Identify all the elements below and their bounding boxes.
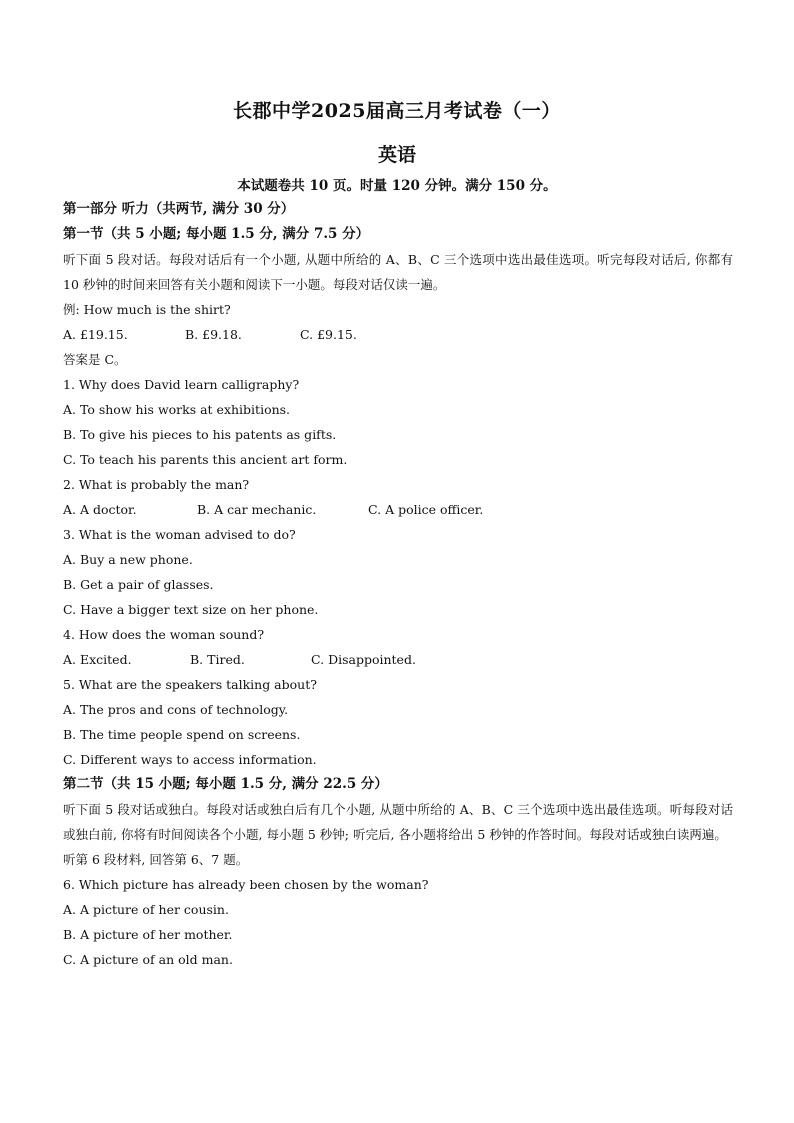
example-question: 例: How much is the shirt? xyxy=(63,302,231,317)
section2-heading: 第二节（共 15 小题; 每小题 1.5 分, 满分 22.5 分） xyxy=(63,776,388,792)
exam-title: 长郡中学2025届高三月考试卷（一） xyxy=(233,100,561,122)
question-6-option-b: B. A picture of her mother. xyxy=(63,927,233,942)
exam-info: 本试题卷共 10 页。时量 120 分钟。满分 150 分。 xyxy=(237,178,557,194)
question-2-options xyxy=(63,497,733,522)
subject-title: 英语 xyxy=(377,144,416,166)
option-b: B. A car mechanic. xyxy=(197,502,317,517)
question-3-option-a: A. Buy a new phone. xyxy=(63,552,193,567)
question-5-option-a: A. The pros and cons of technology. xyxy=(63,702,289,717)
question-6-option-c: C. A picture of an old man. xyxy=(63,952,233,967)
option-a: A. £19.15. xyxy=(63,327,128,342)
material-note: 听第 6 段材料, 回答第 6、7 题。 xyxy=(63,852,249,867)
section2-instructions: 听下面 5 段对话或独白。每段对话或独白后有几个小题, 从题中所给的 A、B、C 三个选项中选出最佳选项。听每段对话或独白前, 你将有时间阅读各个小题, 每小题 5 秒钟; 听完后, 各小题将给出 5 秒钟的作答时间。每段对话或独白读两遍。 xyxy=(63,802,733,842)
part1-heading: 第一部分 听力（共两节, 满分 30 分） xyxy=(63,201,295,217)
exam-content xyxy=(63,197,733,972)
question-5-option-b: B. The time people spend on screens. xyxy=(63,727,301,742)
question-5-option-c: C. Different ways to access information. xyxy=(63,752,317,767)
option-b: B. Tired. xyxy=(190,652,245,667)
question-3-option-b: B. Get a pair of glasses. xyxy=(63,577,214,592)
option-a: A. A doctor. xyxy=(63,502,137,517)
question-5: 5. What are the speakers talking about? xyxy=(63,677,317,692)
option-c: C. A police officer. xyxy=(368,502,484,517)
option-c: C. £9.15. xyxy=(300,327,357,342)
question-1: 1. Why does David learn calligraphy? xyxy=(63,377,300,392)
example-answer: 答案是 C。 xyxy=(63,352,127,367)
example-options xyxy=(63,322,733,347)
question-6: 6. Which picture has already been chosen by the woman? xyxy=(63,877,429,892)
question-3-option-c: C. Have a bigger text size on her phone. xyxy=(63,602,319,617)
option-b: B. £9.18. xyxy=(185,327,242,342)
question-1-option-a: A. To show his works at exhibitions. xyxy=(63,402,291,417)
question-4: 4. How does the woman sound? xyxy=(63,627,265,642)
question-6-option-a: A. A picture of her cousin. xyxy=(63,902,229,917)
question-1-option-c: C. To teach his parents this ancient art form. xyxy=(63,452,348,467)
option-c: C. Disappointed. xyxy=(311,652,416,667)
option-a: A. Excited. xyxy=(63,652,132,667)
question-4-options xyxy=(63,647,733,672)
question-2: 2. What is probably the man? xyxy=(63,477,250,492)
section1-heading: 第一节（共 5 小题; 每小题 1.5 分, 满分 7.5 分） xyxy=(63,226,370,242)
section1-instructions: 听下面 5 段对话。每段对话后有一个小题, 从题中所给的 A、B、C 三个选项中选出最佳选项。听完每段对话后, 你都有 10 秒钟的时间来回答有关小题和阅读下一小题。每段对话仅读一遍。 xyxy=(63,252,733,292)
question-1-option-b: B. To give his pieces to his patents as gifts. xyxy=(63,427,337,442)
question-3: 3. What is the woman advised to do? xyxy=(63,527,296,542)
